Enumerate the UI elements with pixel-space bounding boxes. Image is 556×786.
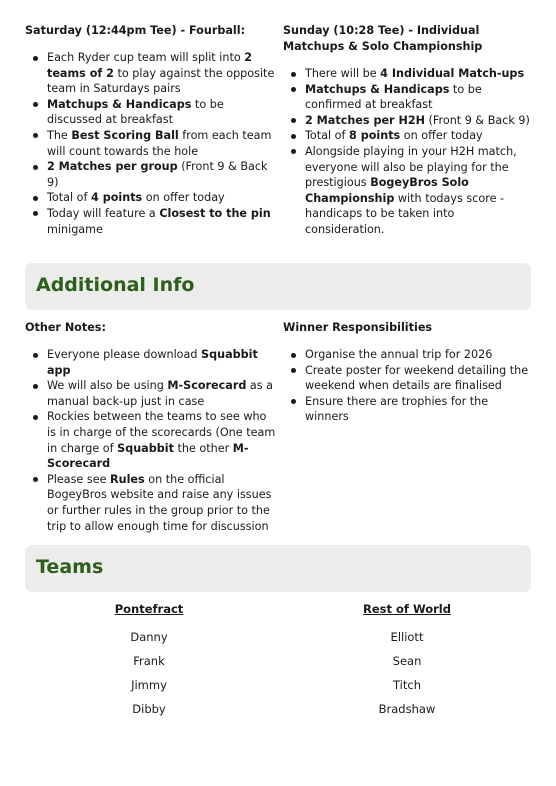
list-item (25, 159, 277, 190)
text: Create poster for weekend detailing the weekend when details are finalised (305, 363, 529, 393)
text: (Front 9 & Back 9) (47, 160, 268, 189)
list-item (283, 363, 533, 394)
text: Rockies between the teams to see who is in charge of the scorecards (One team in charge of (47, 410, 276, 455)
list-item (25, 378, 277, 409)
text: Today will feature a (47, 206, 160, 220)
list-item (25, 206, 277, 237)
list-item (283, 347, 533, 363)
text: with todays score - handicaps to be taken into consideration. (305, 191, 505, 236)
bold-text: 2 Matches per group (47, 160, 178, 174)
text: Each Ryder cup team will split into (47, 51, 245, 64)
list-item (25, 128, 277, 159)
other-notes-heading: Other Notes: (25, 321, 106, 334)
bold-text: 2 Matches per H2H (305, 113, 425, 127)
bold-text: M-Scorecard (167, 379, 247, 393)
list-item (25, 50, 277, 97)
team-pontefract (89, 601, 209, 721)
list-item (283, 66, 533, 82)
text: on offer today (142, 191, 225, 205)
team-member: Jimmy (131, 678, 167, 692)
bold-text: Matchups & Handicaps (305, 82, 450, 96)
bold-text: 8 points (349, 129, 401, 143)
text: to be confirmed at breakfast (305, 82, 482, 112)
teams-banner (25, 545, 531, 592)
winner-heading: Winner Responsibilities (283, 321, 433, 334)
teams-title: Teams (36, 556, 104, 578)
bold-text: Closest to the pin (159, 206, 271, 220)
winner-section (283, 320, 533, 425)
other-notes-section (25, 320, 277, 534)
text: as a manual back-up just in case (47, 379, 274, 408)
list-item (283, 82, 533, 113)
team-member: Sean (392, 654, 422, 668)
saturday-section (25, 23, 277, 237)
text: the other (173, 441, 233, 455)
team-member: Elliott (390, 630, 424, 644)
team-member: Bradshaw (378, 702, 436, 716)
list-item (283, 128, 533, 144)
team-pontefract-name: Pontefract (114, 602, 184, 616)
text: There will be (305, 67, 381, 80)
list-item (25, 409, 277, 471)
text: from each team will count towards the hole (47, 128, 272, 158)
text: to play against the opposite team in Saturdays pairs (47, 66, 275, 96)
team-rest-of-world (347, 601, 467, 721)
team-member: Titch (393, 678, 421, 692)
team-member: Danny (130, 630, 168, 644)
bold-text: Squabbit (117, 441, 174, 455)
sunday-heading: Sunday (10:28 Tee) - Individual Matchups & Solo Championship (283, 24, 483, 53)
text: on offer today (400, 129, 483, 143)
team-member: Frank (133, 654, 165, 668)
list-item (283, 113, 533, 129)
bold-text: M-Scorecard (47, 441, 249, 471)
other-notes-list (25, 347, 277, 534)
saturday-list (25, 50, 277, 237)
list-item (25, 347, 277, 378)
list-item (283, 394, 533, 425)
text: The (47, 128, 72, 142)
bold-text: BogeyBros Solo Championship (305, 176, 469, 205)
text: (Front 9 & Back 9) (424, 113, 530, 127)
bold-text: Squabbit app (47, 348, 258, 377)
sunday-list (283, 66, 533, 238)
bold-text: Rules (110, 472, 145, 486)
text: Total of (305, 129, 350, 143)
text: Please see (47, 472, 111, 486)
team-rest-of-world-name: Rest of World (363, 602, 451, 616)
bold-text: 4 Individual Match-ups (380, 67, 525, 80)
text: on the official BogeyBros website and raise any issues or further rules in the group prior to the trip to allow enough time for discussion (47, 472, 272, 533)
text: Ensure there are trophies for the winners (305, 394, 489, 424)
text: Everyone please download (47, 348, 202, 361)
saturday-heading: Saturday (12:44pm Tee) - Fourball: (25, 24, 246, 37)
team-member: Dibby (132, 702, 166, 716)
list-item (283, 144, 533, 238)
text: Alongside playing in your H2H match, everyone will also be playing for the prestigious (305, 144, 517, 190)
text: We will also be using (47, 379, 168, 393)
sunday-section (283, 23, 533, 238)
list-item (25, 190, 277, 206)
text: minigame (47, 222, 103, 236)
bold-text: Matchups & Handicaps (47, 97, 192, 111)
bold-text: 2 teams of 2 (47, 51, 253, 80)
text: to be discussed at breakfast (47, 97, 224, 127)
additional-info-banner (25, 263, 531, 310)
text: Total of (47, 191, 92, 205)
additional-info-title: Additional Info (36, 274, 195, 296)
text: Organise the annual trip for 2026 (305, 348, 493, 361)
list-item (25, 472, 277, 534)
list-item (25, 97, 277, 128)
bold-text: 4 points (91, 191, 143, 205)
winner-list (283, 347, 533, 425)
bold-text: Best Scoring Ball (71, 128, 179, 142)
